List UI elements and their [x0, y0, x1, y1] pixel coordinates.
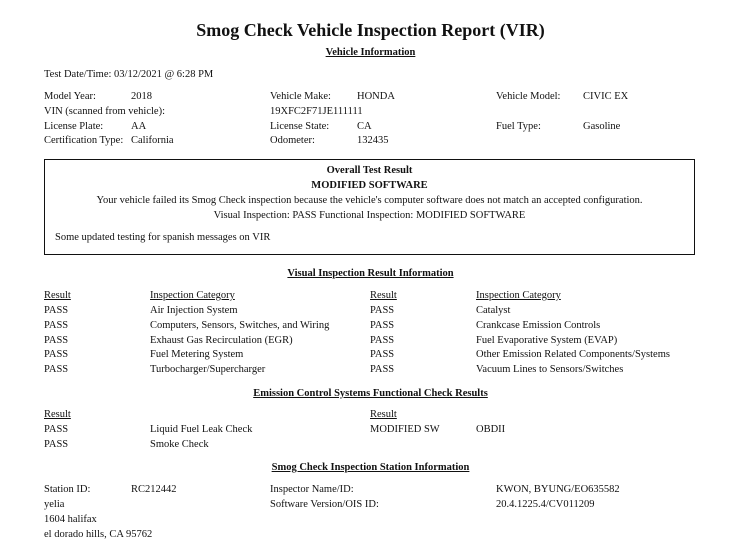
visual-left-result: PASS: [44, 364, 69, 375]
license-plate-label: License Plate:: [44, 121, 104, 132]
visual-left-result: PASS: [44, 335, 69, 346]
overall-heading: Overall Test Result: [326, 165, 413, 176]
station-id-label: Station ID:: [44, 484, 91, 495]
visual-col-result-right: Result: [370, 290, 397, 301]
odometer-label: Odometer:: [270, 135, 315, 146]
visual-right-result: PASS: [370, 335, 395, 346]
functional-right-category: OBDII: [476, 424, 506, 435]
license-state-value: CA: [357, 121, 372, 132]
inspector-label: Inspector Name/ID:: [270, 484, 354, 495]
model-label: Vehicle Model:: [496, 91, 561, 102]
station-heading: Smog Check Inspection Station Information: [271, 462, 470, 473]
vin-label: VIN (scanned from vehicle):: [44, 106, 165, 117]
visual-right-result: PASS: [370, 364, 395, 375]
test-datetime: Test Date/Time: 03/12/2021 @ 6:28 PM: [44, 69, 214, 80]
station-address-line2: 1604 halifax: [44, 514, 97, 525]
model-year-label: Model Year:: [44, 91, 96, 102]
inspector-value: KWON, BYUNG/EO635582: [496, 484, 620, 495]
model-year-value: 2018: [131, 91, 152, 102]
visual-left-result: PASS: [44, 349, 69, 360]
software-value: 20.4.1225.4/CV011209: [496, 499, 595, 510]
visual-right-result: PASS: [370, 320, 395, 331]
functional-left-category: Liquid Fuel Leak Check: [150, 424, 253, 435]
model-value: CIVIC EX: [583, 91, 629, 102]
functional-heading: Emission Control Systems Functional Check Results: [253, 388, 488, 399]
visual-left-result: PASS: [44, 320, 69, 331]
overall-message: Your vehicle failed its Smog Check inspection because the vehicle's computer software does not match an accepted configuration.: [96, 195, 643, 206]
station-id-value: RC212442: [131, 484, 177, 495]
station-address-line1: yelia: [44, 499, 65, 510]
report-title: Smog Check Vehicle Inspection Report (VIR): [196, 20, 545, 40]
visual-right-category: Vacuum Lines to Sensors/Switches: [476, 364, 624, 375]
cert-type-value: California: [131, 135, 174, 146]
fuel-type-value: Gasoline: [583, 121, 621, 132]
visual-col-category-right: Inspection Category: [476, 290, 561, 301]
functional-left-result: PASS: [44, 439, 69, 450]
visual-col-result-left: Result: [44, 290, 71, 301]
vin-value: 19XFC2F71JE111111: [270, 106, 363, 117]
visual-left-category: Turbocharger/Supercharger: [150, 364, 266, 375]
visual-left-category: Computers, Sensors, Switches, and Wiring: [150, 320, 330, 331]
visual-right-result: PASS: [370, 349, 395, 360]
visual-left-category: Fuel Metering System: [150, 349, 244, 360]
license-plate-value: AA: [131, 121, 147, 132]
functional-right-result: MODIFIED SW: [370, 424, 440, 435]
visual-left-category: Air Injection System: [150, 305, 238, 316]
overall-summary: Visual Inspection: PASS Functional Inspection: MODIFIED SOFTWARE: [213, 210, 526, 221]
make-label: Vehicle Make:: [270, 91, 331, 102]
vehicle-info-heading: Vehicle Information: [325, 47, 416, 58]
visual-right-category: Fuel Evaporative System (EVAP): [476, 335, 618, 346]
fuel-type-label: Fuel Type:: [496, 121, 541, 132]
visual-left-result: PASS: [44, 305, 69, 316]
overall-note: Some updated testing for spanish messages on VIR: [55, 232, 271, 243]
functional-col-result-right: Result: [370, 409, 397, 420]
functional-col-result-left: Result: [44, 409, 71, 420]
functional-left-category: Smoke Check: [150, 439, 209, 450]
software-label: Software Version/OIS ID:: [270, 499, 379, 510]
cert-type-label: Certification Type:: [44, 135, 124, 146]
visual-left-category: Exhaust Gas Recirculation (EGR): [150, 335, 293, 346]
visual-right-result: PASS: [370, 305, 395, 316]
make-value: HONDA: [357, 91, 395, 102]
license-state-label: License State:: [270, 121, 330, 132]
visual-heading: Visual Inspection Result Information: [287, 268, 454, 279]
overall-result: MODIFIED SOFTWARE: [311, 180, 428, 191]
odometer-value: 132435: [357, 135, 389, 146]
visual-right-category: Crankcase Emission Controls: [476, 320, 601, 331]
visual-right-category: Catalyst: [476, 305, 511, 316]
station-address-line3: el dorado hills, CA 95762: [44, 529, 153, 540]
visual-right-category: Other Emission Related Components/Systems: [476, 349, 670, 360]
functional-left-result: PASS: [44, 424, 69, 435]
visual-col-category-left: Inspection Category: [150, 290, 235, 301]
